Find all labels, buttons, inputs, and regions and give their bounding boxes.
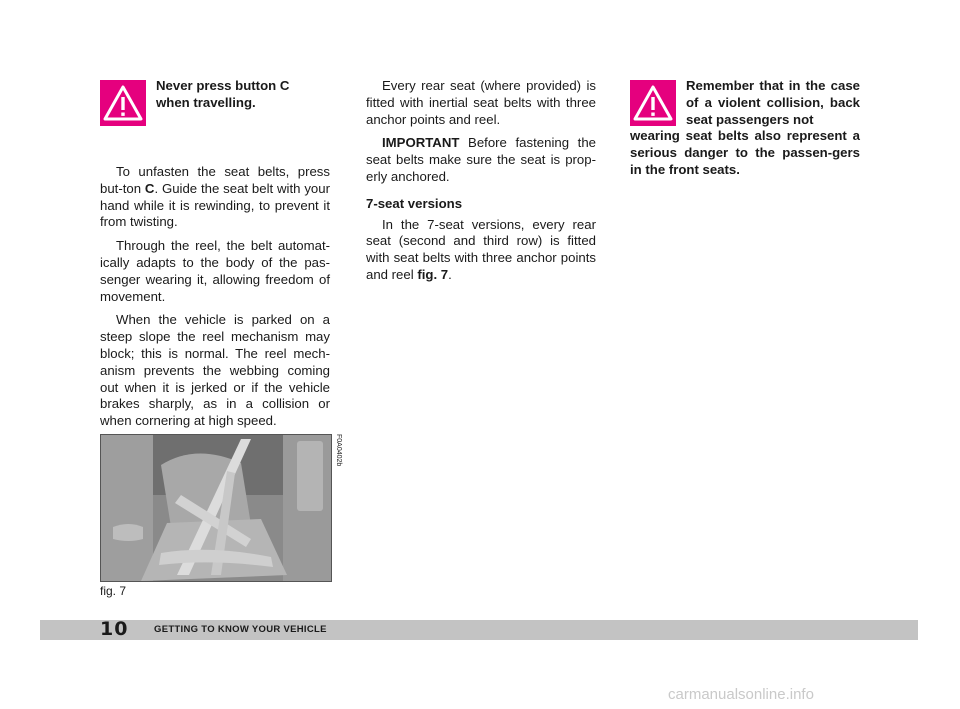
column-left bbox=[100, 78, 330, 437]
figure-label: fig. 7 bbox=[100, 584, 127, 598]
paragraph-7-seat: In the 7-seat versions, every rear seat (second and third row) is fitted with seat belts with three anchor points and reel fig. 7. bbox=[366, 216, 596, 282]
important-label: IMPORTANT bbox=[382, 135, 460, 151]
warning-lead: Remember that in the case of a violent collision, back seat passengers not bbox=[686, 78, 860, 127]
paragraph-rear-seat: Every rear seat (where provided) is fitted with inertial seat belts with three anchor points and reel. bbox=[366, 78, 596, 127]
paragraph-important: IMPORTANT Before fastening the seat belts make sure the seat is prop-erly anchored. bbox=[366, 135, 596, 184]
watermark: carmanualsonline.info bbox=[668, 686, 814, 703]
seat-belt-illustration bbox=[101, 435, 331, 581]
warning-rest: when travelling. bbox=[156, 94, 256, 110]
warning-triangle-icon bbox=[100, 80, 146, 126]
warning-lead: Never press button C bbox=[156, 78, 290, 93]
column-right bbox=[630, 78, 860, 217]
seat-belt-photo bbox=[100, 434, 332, 582]
warning-rest: wearing seat belts also represent a serious danger to the passen-gers in the front seats. bbox=[630, 128, 860, 177]
warning-box-button-c bbox=[100, 78, 330, 126]
paragraph-slope: When the vehicle is parked on a steep slope the reel mechanism may block; this is normal. The reel mech-anism prevents the webbing coming out when it is jerked or if the vehicle brakes sharply, as in a collision or when cornering at high speed. bbox=[100, 312, 330, 429]
warning-triangle-icon bbox=[630, 80, 676, 126]
section-heading-7-seat: 7-seat versions bbox=[366, 195, 463, 211]
fig-reference: fig. 7 bbox=[417, 266, 449, 282]
paragraph-reel: Through the reel, the belt automat-ically adapts to the body of the pas-senger wearing it, allowing freedom of movement. bbox=[100, 238, 330, 304]
warning-box-collision bbox=[630, 78, 860, 179]
column-middle bbox=[366, 78, 596, 291]
figure-code: F0A0402b bbox=[335, 434, 342, 467]
section-title: GETTING TO KNOW YOUR VEHICLE bbox=[154, 624, 327, 635]
page-number: 10 bbox=[100, 618, 129, 640]
paragraph-unfasten: To unfasten the seat belts, press but-ton C. Guide the seat belt with your hand while it is rewinding, to prevent it from twisting. bbox=[100, 164, 330, 230]
